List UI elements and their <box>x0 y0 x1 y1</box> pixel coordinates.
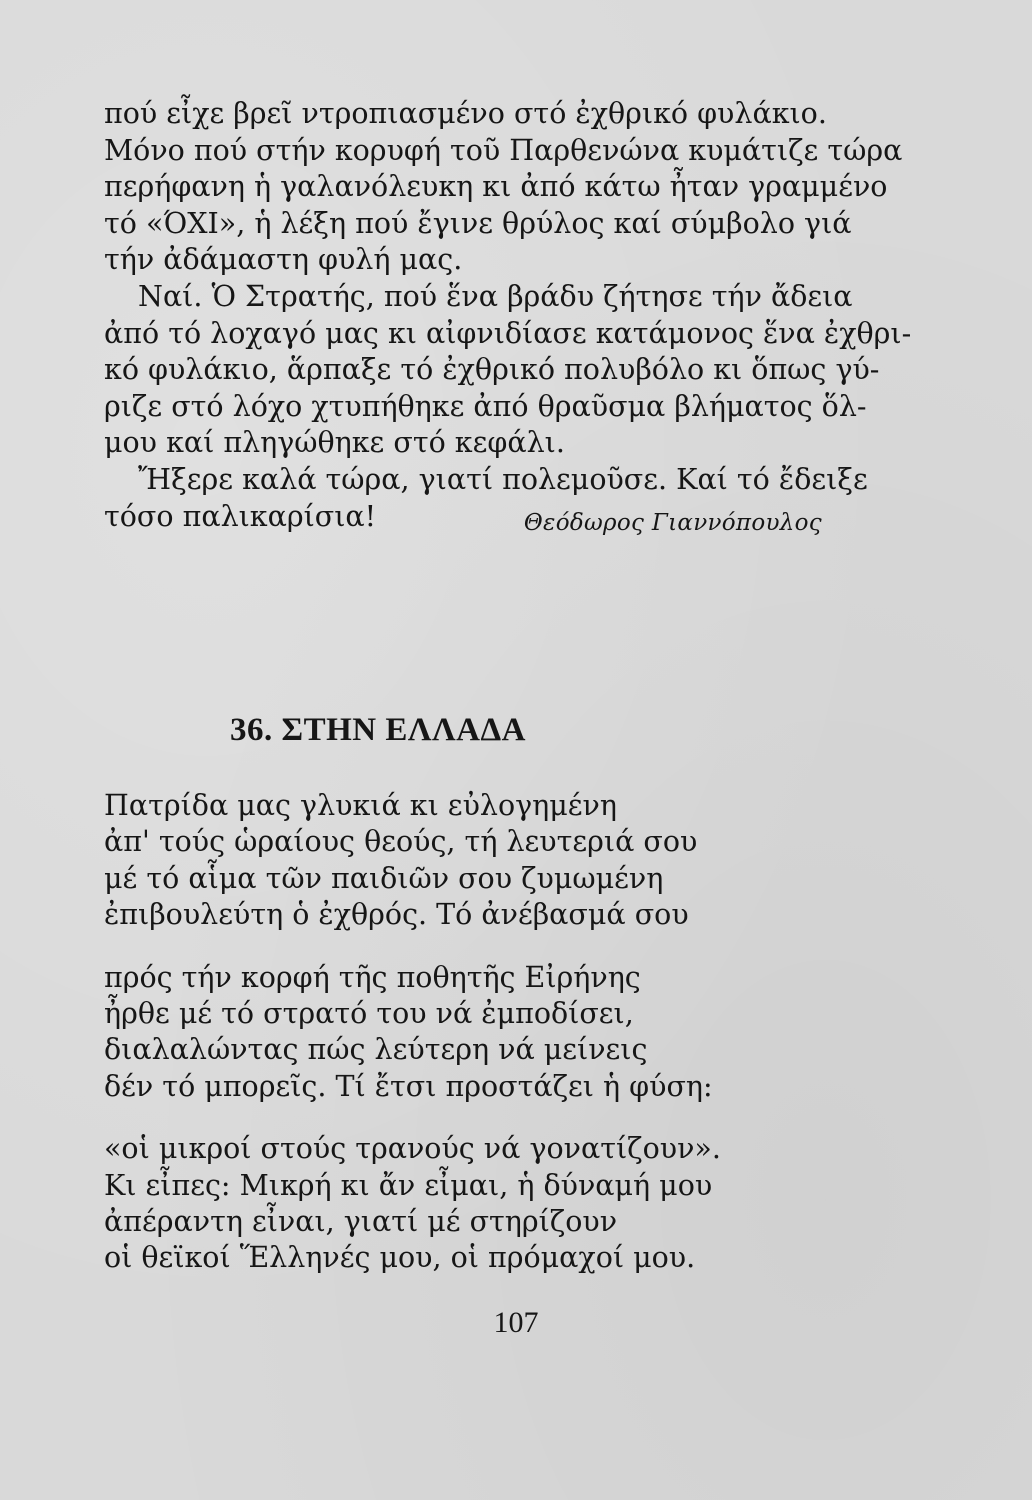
poem-line: πρός τήν κορφή τῆς ποθητῆς Εἰρήνης <box>104 960 641 994</box>
poem-stanza-3 <box>104 1131 721 1277</box>
poem-line: Πατρίδα μας γλυκιά κι εὐλογημένη <box>104 789 617 822</box>
poem-stanza-2 <box>104 960 721 1106</box>
text-line: πού εἶχε βρεῖ ντροπιασμένο στό ἐχθρικό φυλάκιο. <box>104 97 827 130</box>
text-line: τό «ΌΧΙ», ἡ λέξη πού ἔγινε θρύλος καί σύμβολο γιά <box>104 206 852 240</box>
text-line: Ναί. Ὁ Στρατής, πού ἕνα βράδυ ζήτησε τήν ἄδεια <box>138 279 853 313</box>
prose-text <box>104 96 912 535</box>
poem-line: «οἱ μικροί στούς τρανούς νά γονατίζουν». <box>104 1132 721 1166</box>
text-line: περήφανη ἡ γαλανόλευκη κι ἀπό κάτω ἦταν γραμμένο <box>104 170 888 204</box>
paragraph-2 <box>104 279 912 462</box>
poem-line: μέ τό αἷμα τῶν παιδιῶν σου ζυμωμένη <box>104 861 664 895</box>
page-number: 107 <box>493 1306 539 1339</box>
poem-line: ἐπιβουλεύτη ὁ ἐχθρός. Τό ἀνέβασμά σου <box>104 898 689 932</box>
text-line: κό φυλάκιο, ἅρπαξε τό ἐχθρικό πολυβόλο κι ὅπως γύ- <box>104 353 880 387</box>
text-line: ἀπό τό λοχαγό μας κι αἰφνιδίασε κατάμονος ἕνα ἐχθρι- <box>104 316 912 350</box>
poem-line: οἱ θεϊκοί Ἕλληνές μου, οἱ πρόμαχοί μου. <box>104 1241 696 1275</box>
text-line: τόσο παλικαρίσια! <box>104 499 377 533</box>
text-line: Ἤξερε καλά τώρα, γιατί πολεμοῦσε. Καί τό ἔδειξε <box>138 462 868 496</box>
poem-line: ἦρθε μέ τό στρατό του νά ἐμποδίσει, <box>104 997 634 1031</box>
text-line: ριζε στό λόχο χτυπήθηκε ἀπό θραῦσμα βλήματος ὅλ- <box>104 389 867 423</box>
text-line: Μόνο πού στήν κορυφή τοῦ Παρθενώνα κυμάτιζε τώρα <box>104 133 903 167</box>
text-line: τήν ἀδάμαστη φυλή μας. <box>104 243 463 277</box>
poem-line: διαλαλώντας πώς λεύτερη νά μείνεις <box>104 1033 648 1067</box>
poem-line: ἀπ' τούς ὡραίους θεούς, τή λευτεριά σου <box>104 825 698 859</box>
poem-title: 36. ΣΤΗΝ ΕΛΛΑΔΑ <box>230 712 527 748</box>
poem-stanza-1 <box>104 788 721 934</box>
text-line: μου καί πληγώθηκε στό κεφάλι. <box>104 426 565 460</box>
paragraph-1 <box>104 96 903 279</box>
poem-body <box>104 788 721 1303</box>
poem-line: Κι εἶπες: Μικρή κι ἄν εἶμαι, ἡ δύναμή μου <box>104 1168 713 1202</box>
poem-line: δέν τό μπορεῖς. Τί ἔτσι προστάζει ἡ φύση: <box>104 1069 713 1103</box>
author-signature: Θεόδωρος Γιαννόπουλος <box>523 510 822 536</box>
poem-line: ἀπέραντη εἶναι, γιατί μέ στηρίζουν <box>104 1205 618 1239</box>
